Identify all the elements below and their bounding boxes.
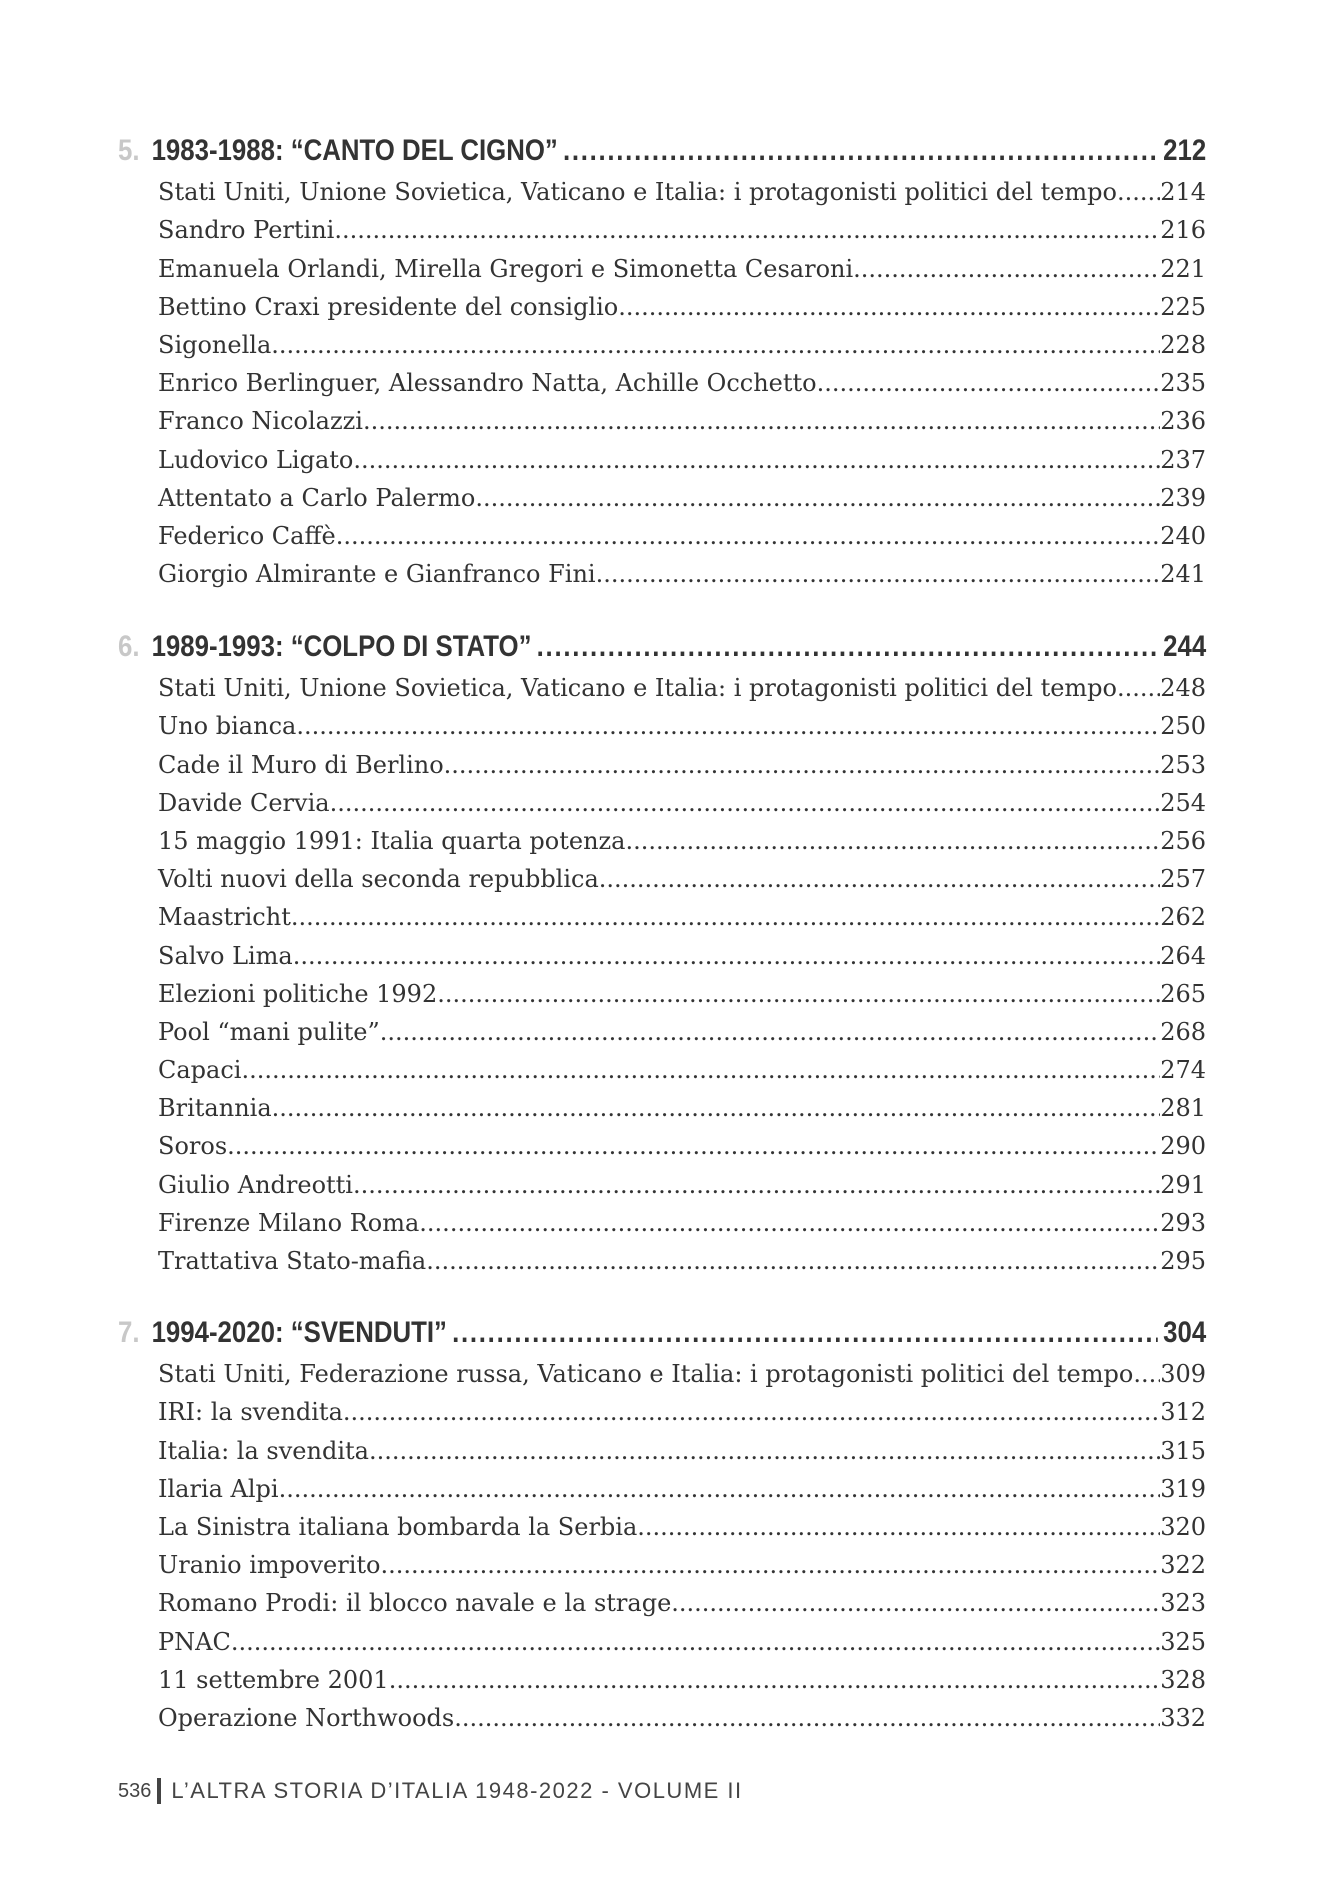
dot-leader [419, 1209, 1160, 1237]
entry-page: 332 [1160, 1703, 1206, 1732]
dot-leader [363, 407, 1160, 435]
entry-text: Capaci [158, 1056, 242, 1085]
toc-entry[interactable] [158, 931, 1206, 969]
entry-page: 221 [1160, 254, 1206, 283]
entry-text: Salvo Lima [158, 941, 293, 970]
dot-leader [437, 980, 1160, 1008]
chapter-title: 1994-2020: “SVENDUTI” [151, 1316, 447, 1349]
entry-text: Giulio Andreotti [158, 1170, 353, 1199]
entry-list [118, 1350, 1206, 1732]
entry-text: Giorgio Almirante e Gianfranco Fini [158, 560, 596, 589]
toc-entry[interactable] [158, 855, 1206, 893]
entry-text: Sigonella [158, 330, 272, 359]
entry-text: Emanuela Orlandi, Mirella Gregori e Simonetta Cesaroni [158, 254, 854, 283]
dot-leader [1117, 178, 1160, 206]
entry-page: 240 [1160, 521, 1206, 550]
entry-text: Maastricht [158, 903, 291, 932]
dot-leader [671, 1589, 1160, 1617]
toc-entry[interactable] [158, 283, 1206, 321]
entry-text: Uranio impoverito [158, 1551, 381, 1580]
entry-page: 322 [1160, 1551, 1206, 1580]
toc-entry[interactable] [158, 397, 1206, 435]
dot-leader [563, 134, 1158, 168]
entry-page: 312 [1160, 1398, 1206, 1427]
entry-page: 241 [1160, 560, 1206, 589]
entry-page: 320 [1160, 1512, 1206, 1541]
entry-page: 281 [1160, 1094, 1206, 1123]
chapter-6 [118, 618, 1206, 1275]
dot-leader [293, 942, 1160, 970]
dot-leader [475, 484, 1160, 512]
toc-entry[interactable] [158, 1237, 1206, 1275]
entry-text: Franco Nicolazzi [158, 407, 363, 436]
entry-text: Ludovico Ligato [158, 445, 354, 474]
entry-page: 250 [1160, 712, 1206, 741]
toc-entry[interactable] [158, 1503, 1206, 1541]
entry-page: 274 [1160, 1056, 1206, 1085]
entry-page: 328 [1160, 1665, 1206, 1694]
toc-entry[interactable] [158, 1388, 1206, 1426]
chapter-title: 1989-1993: “COLPO DI STATO” [151, 630, 532, 663]
entry-text: Romano Prodi: il blocco navale e la strage [158, 1589, 672, 1618]
entry-page: 225 [1160, 292, 1206, 321]
entry-text: Volti nuovi della seconda repubblica [158, 865, 599, 894]
toc-entry[interactable] [158, 664, 1206, 702]
toc-entry[interactable] [158, 740, 1206, 778]
entry-page: 248 [1160, 674, 1206, 703]
entry-page: 265 [1160, 979, 1206, 1008]
dot-leader [231, 1628, 1160, 1656]
dot-leader [380, 1018, 1160, 1046]
dot-leader [279, 1475, 1161, 1503]
entry-page: 293 [1160, 1208, 1206, 1237]
toc-entry[interactable] [158, 474, 1206, 512]
chapter-page: 304 [1163, 1316, 1207, 1349]
toc-entry[interactable] [158, 359, 1206, 397]
entry-text: Stati Uniti, Unione Sovietica, Vaticano e Italia: i protagonisti politici del tempo [158, 178, 1117, 207]
chapter-7 [118, 1304, 1206, 1732]
entry-page: 268 [1160, 1017, 1206, 1046]
dot-leader [353, 1171, 1160, 1199]
entry-page: 257 [1160, 865, 1206, 894]
toc-entry[interactable] [158, 1426, 1206, 1464]
entry-text: Sandro Pertini [158, 216, 335, 245]
toc-entry[interactable] [158, 970, 1206, 1008]
entry-page: 262 [1160, 903, 1206, 932]
dot-leader [1117, 674, 1160, 702]
page-number: 536 [118, 1779, 152, 1802]
running-title: L’ALTRA STORIA D’ITALIA 1948-2022 - VOLUME II [171, 1778, 743, 1803]
toc-entry[interactable] [158, 512, 1206, 550]
dot-leader [817, 369, 1161, 397]
entry-text: Davide Cervia [158, 788, 330, 817]
entry-page: 323 [1160, 1589, 1206, 1618]
entry-text: PNAC [158, 1627, 231, 1656]
entry-page: 290 [1160, 1132, 1206, 1161]
entry-page: 253 [1160, 750, 1206, 779]
toc-entry[interactable] [158, 435, 1206, 473]
entry-text: Ilaria Alpi [158, 1474, 279, 1503]
dot-leader [599, 865, 1160, 893]
dot-leader [272, 1094, 1161, 1122]
dot-leader [1133, 1360, 1160, 1388]
chapter-page: 212 [1163, 134, 1207, 167]
divider-bar [157, 1778, 161, 1804]
entry-page: 237 [1160, 445, 1206, 474]
dot-leader [637, 1513, 1160, 1541]
entry-text: Bettino Craxi presidente del consiglio [158, 292, 619, 321]
toc-entry[interactable] [158, 1617, 1206, 1655]
entry-page: 309 [1160, 1360, 1206, 1389]
dot-leader [334, 216, 1160, 244]
toc-entry[interactable] [158, 702, 1206, 740]
toc-entry[interactable] [158, 779, 1206, 817]
dot-leader [426, 1247, 1160, 1275]
dot-leader [853, 255, 1160, 283]
chapter-page: 244 [1163, 630, 1207, 663]
chapter-number: 5. [118, 134, 140, 167]
chapter-5 [118, 122, 1206, 588]
entry-page: 214 [1160, 178, 1206, 207]
toc-entry[interactable] [158, 1694, 1206, 1732]
entry-text: Enrico Berlinguer, Alessandro Natta, Achille Occhetto [158, 369, 817, 398]
entry-text: Britannia [158, 1094, 272, 1123]
entry-page: 264 [1160, 941, 1206, 970]
entry-text: Trattativa Stato-mafia [158, 1247, 427, 1275]
chapter-title: 1983-1988: “CANTO DEL CIGNO” [151, 134, 558, 167]
toc-entry[interactable] [158, 1465, 1206, 1503]
entry-page: 239 [1160, 483, 1206, 512]
dot-leader [596, 560, 1161, 588]
toc-entry[interactable] [158, 1350, 1206, 1388]
chapter-heading [118, 618, 1206, 664]
dot-leader [380, 1551, 1160, 1579]
entry-text: IRI: la svendita [158, 1398, 343, 1427]
entry-text: Stati Uniti, Federazione russa, Vaticano e Italia: i protagonisti politici del tempo [158, 1360, 1134, 1389]
toc-entry[interactable] [158, 1199, 1206, 1237]
entry-list [118, 664, 1206, 1275]
chapter-heading [118, 1304, 1206, 1350]
entry-text: Italia: la svendita [158, 1436, 369, 1465]
dot-leader [241, 1056, 1160, 1084]
toc-entry[interactable] [158, 1160, 1206, 1198]
entry-text: Elezioni politiche 1992 [158, 979, 438, 1008]
entry-text: La Sinistra italiana bombarda la Serbia [158, 1512, 638, 1541]
entry-text: Pool “mani pulite” [158, 1017, 380, 1046]
entry-text: Attentato a Carlo Palermo [158, 483, 476, 512]
toc-entry[interactable] [158, 1656, 1206, 1694]
toc-entry[interactable] [158, 1008, 1206, 1046]
dot-leader [454, 1704, 1160, 1732]
dot-leader [330, 789, 1161, 817]
entry-text: 11 settembre 2001 [158, 1665, 389, 1694]
toc-entry[interactable] [158, 1579, 1206, 1617]
dot-leader [227, 1132, 1160, 1160]
entry-page: 228 [1160, 330, 1206, 359]
entry-text: Soros [158, 1132, 228, 1161]
toc-entry[interactable] [158, 550, 1206, 588]
dot-leader [336, 522, 1160, 550]
entry-page: 256 [1160, 826, 1206, 855]
entry-text: Uno bianca [158, 712, 297, 741]
toc-entry[interactable] [158, 1084, 1206, 1122]
entry-text: Cade il Muro di Berlino [158, 750, 444, 779]
entry-page: 291 [1160, 1170, 1206, 1199]
chapter-heading [118, 122, 1206, 168]
entry-list [118, 168, 1206, 588]
dot-leader [343, 1398, 1160, 1426]
toc-entry[interactable] [158, 168, 1206, 206]
toc-entry[interactable] [158, 1122, 1206, 1160]
dot-leader [389, 1666, 1161, 1694]
toc-entry[interactable] [158, 1541, 1206, 1579]
entry-page: 315 [1160, 1436, 1206, 1465]
dot-leader [271, 331, 1160, 359]
dot-leader [618, 293, 1160, 321]
dot-leader [296, 712, 1160, 740]
toc-entry[interactable] [158, 244, 1206, 282]
dot-leader [369, 1437, 1160, 1465]
entry-text: Firenze Milano Roma [158, 1208, 420, 1237]
chapter-number: 7. [118, 1316, 140, 1349]
chapter-number: 6. [118, 630, 140, 663]
toc-entry[interactable] [158, 893, 1206, 931]
dot-leader [444, 751, 1161, 779]
entry-page: 235 [1160, 369, 1206, 398]
dot-leader [353, 446, 1160, 474]
entry-page: 254 [1160, 788, 1206, 817]
dot-leader [625, 827, 1160, 855]
entry-text: Federico Caffè [158, 521, 336, 550]
page-footer [118, 1778, 743, 1804]
toc-entry[interactable] [158, 817, 1206, 855]
entry-text: Stati Uniti, Unione Sovietica, Vaticano e Italia: i protagonisti politici del tempo [158, 674, 1117, 703]
entry-page: 295 [1160, 1247, 1206, 1275]
dot-leader [537, 630, 1158, 664]
toc-entry[interactable] [158, 206, 1206, 244]
entry-page: 319 [1160, 1474, 1206, 1503]
entry-page: 236 [1160, 407, 1206, 436]
dot-leader [452, 1316, 1158, 1350]
entry-page: 325 [1160, 1627, 1206, 1656]
dot-leader [291, 903, 1160, 931]
toc-entry[interactable] [158, 1046, 1206, 1084]
entry-text: 15 maggio 1991: Italia quarta potenza [158, 826, 626, 855]
entry-page: 216 [1160, 216, 1206, 245]
entry-text: Operazione Northwoods [158, 1703, 455, 1732]
toc-entry[interactable] [158, 321, 1206, 359]
